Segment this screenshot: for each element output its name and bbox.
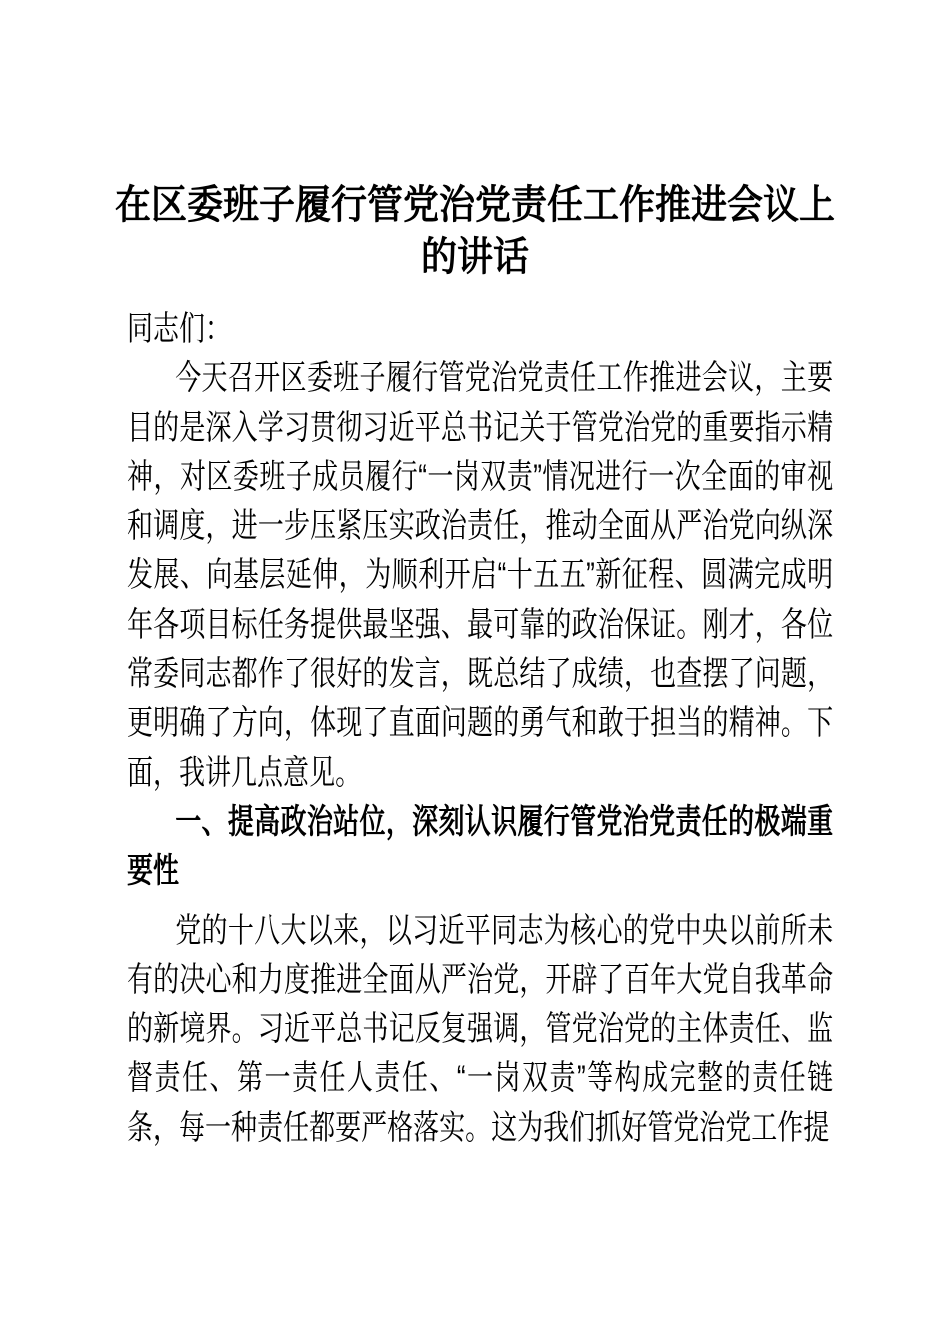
- document-body: [127, 305, 833, 1153]
- section-heading: 一、提高政治站位，深刻认识履行管党治党责任的极端重要性: [127, 802, 834, 891]
- body-paragraph: 党的十八大以来，以习近平同志为核心的党中央以前所未有的决心和力度推进全面从严治党，开辟了百年大党自我革命的新境界。习近平总书记反复强调，管党治党的主体责任、监督责任、第一责任人责任、“一岗双责”等构成完整的责任链条，每一种责任都要严格落实。这为我们抓好管党治党工作提: [127, 911, 834, 1147]
- paragraph-container: [127, 354, 833, 1153]
- document-title: 在区委班子履行管党治党责任工作推进会议上的讲话: [115, 183, 835, 279]
- body-paragraph: 今天召开区委班子履行管党治党责任工作推进会议，主要目的是深入学习贯彻习近平总书记关于管党治党的重要指示精神，对区委班子成员履行“一岗双责”情况进行一次全面的审视和调度，进一步压紧压实政治责任，推动全面从严治党向纵深发展、向基层延伸，为顺利开启“十五五”新征程、圆满完成明年各项目标任务提供最坚强、最可靠的政治保证。刚才，各位常委同志都作了很好的发言，既总结了成绩，也查摆了问题，更明确了方向，体现了直面问题的勇气和敢于担当的精神。下面，我讲几点意见。: [127, 359, 834, 792]
- salutation: 同志们：: [127, 310, 232, 348]
